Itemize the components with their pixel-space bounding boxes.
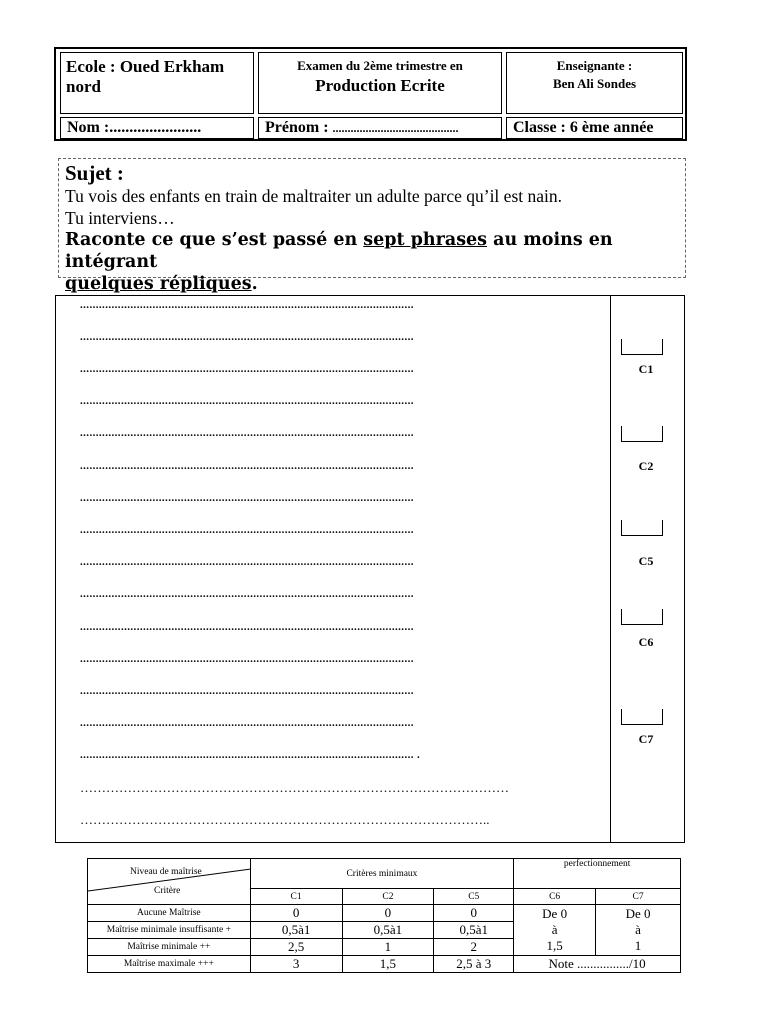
- corner-bottom-label: Critère: [154, 885, 181, 896]
- c6-from: De 0: [542, 906, 568, 921]
- sujet-line-2: Tu interviens…: [65, 208, 175, 228]
- writing-line[interactable]: ..........................................................................................................: [80, 299, 414, 311]
- writing-line[interactable]: …………………………………………………………………………………..: [80, 812, 490, 827]
- cell-c1: 0: [250, 905, 342, 922]
- prenom-label: Prénom :: [265, 119, 329, 136]
- score-box-c5[interactable]: [621, 520, 663, 536]
- sujet-box: [58, 158, 686, 294]
- sujet-instruction: [65, 229, 679, 273]
- score-box-c6[interactable]: [621, 609, 663, 625]
- sujet-period: .: [251, 274, 258, 294]
- teacher-name: Ben Ali Sondes: [552, 76, 637, 91]
- criterion-c7: C7: [638, 732, 654, 746]
- col-c1: C1: [250, 889, 342, 905]
- cell-c1: 0,5à1: [250, 922, 342, 939]
- teacher-cell: [506, 52, 683, 114]
- row-label: Aucune Maîtrise: [88, 905, 251, 922]
- writing-line[interactable]: ..........................................................................................................: [80, 331, 414, 343]
- c7-from: De 0: [625, 906, 651, 921]
- writing-line[interactable]: ..........................................................................................................: [80, 395, 414, 407]
- criterion-c6: C6: [638, 635, 654, 649]
- nom-label: Nom :: [67, 119, 110, 136]
- classe-label: Classe : 6 ème année: [513, 119, 654, 136]
- writing-line[interactable]: ………………………………………………………………………………………: [80, 780, 509, 795]
- cell-c1: 3: [250, 956, 342, 973]
- c6-range: [514, 905, 596, 956]
- group-minimal: Critères minimaux: [250, 859, 514, 889]
- writing-line[interactable]: ..........................................................................................................: [80, 524, 414, 536]
- writing-line[interactable]: ..........................................................................................................: [80, 685, 414, 697]
- writing-line[interactable]: ..........................................................................................................: [80, 717, 414, 729]
- sujet-instruction-b: au moins en intégrant: [65, 230, 613, 272]
- row-label: Maîtrise minimale insuffisante +: [88, 922, 251, 939]
- row-label: Maîtrise minimale ++: [88, 939, 251, 956]
- prenom-cell[interactable]: [258, 117, 502, 139]
- writing-line[interactable]: ..........................................................................................................: [80, 621, 414, 633]
- cell-c2: 0,5à1: [342, 922, 434, 939]
- c6-to: 1,5: [546, 938, 563, 953]
- classe-cell: [506, 117, 683, 139]
- cell-c5: 0,5à1: [434, 922, 514, 939]
- score-box-c1[interactable]: [621, 339, 663, 355]
- sujet-instruction-2: [65, 273, 679, 295]
- grading-table: [87, 858, 681, 973]
- writing-line[interactable]: ..........................................................................................................: [80, 653, 414, 665]
- school-cell: [60, 52, 254, 114]
- exam-line: Examen du 2ème trimestre en: [297, 58, 463, 73]
- exam-cell: [258, 52, 502, 114]
- teacher-title: Enseignante :: [556, 58, 633, 73]
- sujet-repliques: quelques répliques: [65, 274, 252, 294]
- cell-c5: 2: [434, 939, 514, 956]
- exam-header: [54, 47, 687, 141]
- sujet-title: Sujet :: [65, 161, 124, 185]
- cell-c5: 0: [434, 905, 514, 922]
- criterion-c1: C1: [638, 362, 654, 376]
- cell-c1: 2,5: [250, 939, 342, 956]
- score-box-c7[interactable]: [621, 709, 663, 725]
- cell-c2: 1,5: [342, 956, 434, 973]
- writing-line[interactable]: ..........................................................................................................: [80, 363, 414, 375]
- sujet-sept-phrases: sept phrases: [363, 230, 488, 250]
- nom-field[interactable]: .......................: [109, 119, 202, 136]
- col-c6: C6: [514, 889, 596, 905]
- sujet-line-1: Tu vois des enfants en train de maltraiter un adulte parce qu’il est nain.: [65, 186, 562, 206]
- col-c7: C7: [596, 889, 681, 905]
- writing-line[interactable]: ..........................................................................................................: [80, 556, 414, 568]
- note-field[interactable]: Note ................/10: [514, 956, 681, 973]
- row-label: Maîtrise maximale +++: [88, 956, 251, 973]
- score-box-c2[interactable]: [621, 426, 663, 442]
- writing-line[interactable]: ..........................................................................................................: [80, 492, 414, 504]
- col-c2: C2: [342, 889, 434, 905]
- group-perfectionnement: perfectionnement: [514, 859, 681, 889]
- criterion-c5: C5: [638, 554, 654, 568]
- nom-cell[interactable]: [60, 117, 254, 139]
- cell-c2: 1: [342, 939, 434, 956]
- corner-top-label: Niveau de maîtrise: [130, 866, 202, 877]
- c7-to: 1: [634, 938, 642, 953]
- school-name: Ecole : Oued Erkham nord: [66, 57, 225, 96]
- criteria-divider: [610, 296, 611, 842]
- cell-c2: 0: [342, 905, 434, 922]
- sujet-instruction-a: Raconte ce que s’est passé en: [65, 230, 364, 250]
- col-c5: C5: [434, 889, 514, 905]
- writing-line[interactable]: ..........................................................................................................: [80, 460, 414, 472]
- c7-range: [596, 905, 681, 956]
- writing-line[interactable]: ..........................................................................................................: [80, 588, 414, 600]
- exam-subject: Production Ecrite: [315, 76, 445, 95]
- c6-to-word: à: [551, 922, 558, 937]
- writing-line[interactable]: ..........................................................................................................: [80, 427, 414, 439]
- criterion-c2: C2: [638, 459, 654, 473]
- corner-cell: [88, 859, 251, 905]
- writing-area[interactable]: [55, 295, 685, 843]
- writing-line[interactable]: .......................................................................................................... .: [80, 749, 421, 761]
- cell-c5: 2,5 à 3: [434, 956, 514, 973]
- c7-to-word: à: [635, 922, 641, 937]
- prenom-field[interactable]: ..........................................: [332, 121, 459, 135]
